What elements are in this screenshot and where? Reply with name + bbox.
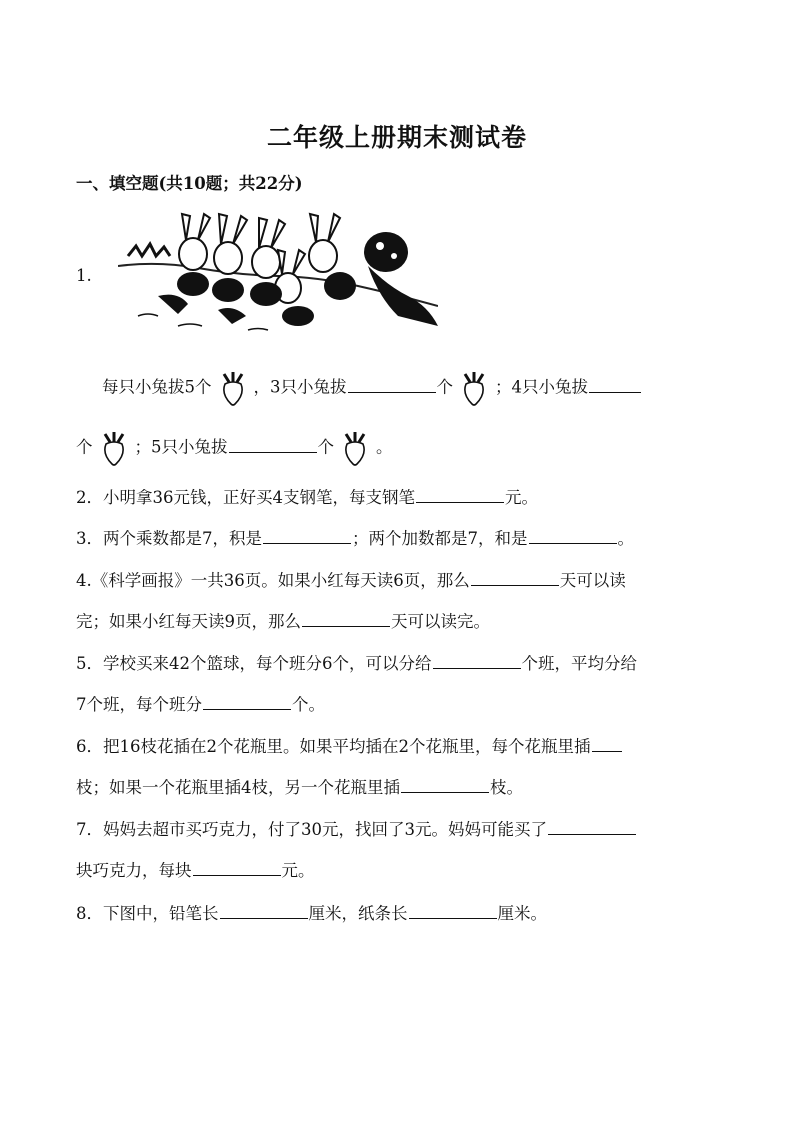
- q5-line1: 5．学校买来42个篮球，每个班分6个，可以分给 个班，平均分给: [76, 654, 637, 673]
- q6-blank-2[interactable]: [401, 791, 489, 793]
- q5-line2: 7个班，每个班分 个。: [76, 695, 325, 714]
- page-title: 二年级上册期末测试卷: [266, 123, 527, 152]
- q8-blank-1[interactable]: [220, 917, 308, 919]
- q1-number: 1.: [76, 266, 92, 285]
- q6-blank-1[interactable]: [592, 750, 622, 752]
- q1-line1: 每只小兔拔5个 ，3只小兔拔 个 ；4只小兔拔: [102, 370, 642, 406]
- q7-blank-1[interactable]: [548, 833, 636, 835]
- q4-blank-1[interactable]: [471, 584, 559, 586]
- q6-line1: 6．把16枝花插在2个花瓶里。如果平均插在2个花瓶里，每个花瓶里插: [76, 733, 623, 757]
- q5-blank-2[interactable]: [203, 708, 291, 710]
- q1-blank-3[interactable]: [229, 451, 317, 453]
- q1-blank-2[interactable]: [589, 391, 641, 393]
- q8-blank-2[interactable]: [409, 917, 497, 919]
- q7-blank-2[interactable]: [193, 874, 281, 876]
- section-heading: 一、填空题(共10题；共22分): [76, 174, 303, 193]
- radish-icon: [459, 370, 489, 406]
- q3-blank-2[interactable]: [529, 542, 617, 544]
- radish-icon: [218, 370, 248, 406]
- radish-icon: [340, 430, 370, 466]
- q1-blank-1[interactable]: [348, 391, 436, 393]
- q7-line2: 块巧克力，每块 元。: [76, 861, 315, 880]
- q4-line2: 完；如果小红每天读9页，那么 天可以读完。: [76, 612, 490, 631]
- q8-line: 8．下图中，铅笔长 厘米，纸条长 厘米。: [76, 904, 547, 923]
- q4-line1: 4.《科学画报》一共36页。如果小红每天读6页，那么 天可以读: [76, 571, 626, 590]
- q3-line: 3．两个乘数都是7，积是 ；两个加数都是7，和是 。: [76, 529, 634, 548]
- q2-blank[interactable]: [416, 501, 504, 503]
- q5-blank-1[interactable]: [433, 667, 521, 669]
- q2-line: 2．小明拿36元钱，正好买4支钢笔，每支钢笔 元。: [76, 488, 538, 507]
- q1-line2: 个 ；5只小兔拔 个 。: [76, 430, 393, 466]
- q3-blank-1[interactable]: [263, 542, 351, 544]
- q4-blank-2[interactable]: [302, 625, 390, 627]
- q7-line1: 7．妈妈去超市买巧克力，付了30元，找回了3元。妈妈可能买了: [76, 816, 637, 840]
- rabbits-pulling-radishes-illustration: [118, 206, 438, 336]
- radish-icon: [99, 430, 129, 466]
- q6-line2: 枝；如果一个花瓶里插4枝，另一个花瓶里插 枝。: [76, 778, 523, 797]
